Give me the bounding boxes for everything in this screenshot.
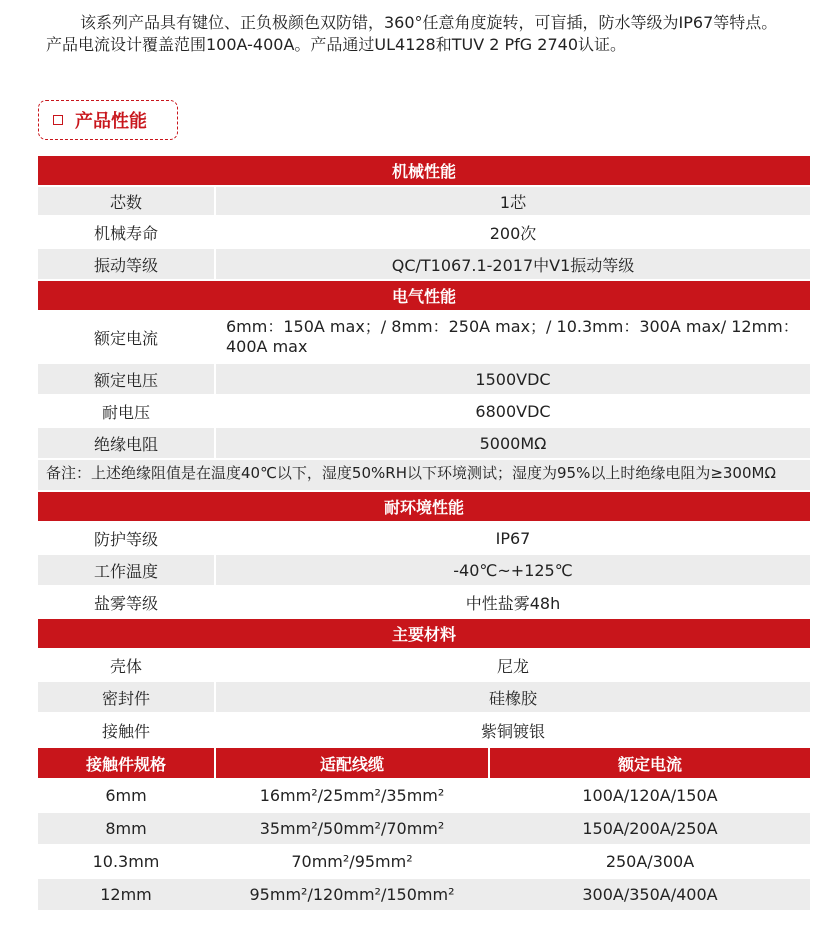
spec-grid-header [38, 748, 810, 778]
row-label: 接触件 [38, 714, 214, 746]
cell: 150A/200A/250A [582, 819, 718, 838]
row-label: 芯数 [38, 187, 214, 215]
column-header: 接触件规格 [38, 748, 214, 778]
row-label: 振动等级 [38, 249, 214, 279]
table-row [38, 523, 810, 553]
cell: 8mm [105, 819, 147, 838]
cell: 100A/120A/150A [582, 786, 718, 805]
row-value: 硅橡胶 [216, 682, 810, 712]
row-value: 中性盐雾48h [216, 587, 810, 617]
spec-table [38, 156, 810, 912]
intro-text: 该系列产品具有键位、正负极颜色双防错，360°任意角度旋转，可盲插，防水等级为IP67等特点。产品电流设计覆盖范围100A-400A。产品通过UL4128和TUV 2 PfG 2740认证。 [46, 13, 778, 54]
table-row [38, 249, 810, 279]
electrical-note: 备注：上述绝缘阻值是在温度40℃以下，湿度50%RH以下环境测试；湿度为95%以上时绝缘电阻为≥300MΩ [38, 460, 810, 490]
row-label: 壳体 [38, 650, 214, 680]
table-row [38, 780, 810, 811]
section-title: 产品性能 [75, 111, 147, 132]
row-label: 绝缘电阻 [38, 428, 214, 458]
row-value: 紫铜镀银 [216, 714, 810, 746]
row-label: 防护等级 [38, 523, 214, 553]
checkbox-square-icon [53, 115, 63, 125]
row-value: 尼龙 [216, 650, 810, 680]
table-row [38, 555, 810, 585]
cell: 95mm²/120mm²/150mm² [249, 885, 455, 904]
environment-header: 耐环境性能 [38, 492, 810, 521]
row-value: 1芯 [216, 187, 810, 215]
section-title-tag [38, 100, 178, 140]
cell: 12mm [100, 885, 152, 904]
row-label: 密封件 [38, 682, 214, 712]
row-value: 5000MΩ [216, 428, 810, 458]
cell: 10.3mm [92, 852, 160, 871]
table-row [38, 650, 810, 680]
table-row [38, 587, 810, 617]
table-row [38, 714, 810, 746]
row-label: 机械寿命 [38, 217, 214, 247]
column-header: 适配线缆 [216, 748, 488, 778]
row-value: 6mm：150A max；/ 8mm：250A max；/ 10.3mm：300A max/ 12mm：400A max [216, 312, 810, 362]
table-row [38, 879, 810, 910]
row-value: 200次 [216, 217, 810, 247]
table-row [38, 682, 810, 712]
table-row [38, 396, 810, 426]
column-header: 额定电流 [490, 748, 810, 778]
materials-header: 主要材料 [38, 619, 810, 648]
table-row [38, 364, 810, 394]
electrical-header: 电气性能 [38, 281, 810, 310]
row-value: QC/T1067.1-2017中V1振动等级 [216, 249, 810, 279]
cell: 35mm²/50mm²/70mm² [259, 819, 445, 838]
cell: 6mm [105, 786, 147, 805]
row-value: -40℃~+125℃ [216, 555, 810, 585]
cell: 250A/300A [605, 852, 695, 871]
row-value: IP67 [216, 523, 810, 553]
intro-paragraph [46, 12, 786, 56]
cell: 70mm²/95mm² [291, 852, 413, 871]
table-row [38, 846, 810, 877]
row-value: 6800VDC [216, 396, 810, 426]
table-row [38, 428, 810, 458]
cell: 16mm²/25mm²/35mm² [259, 786, 445, 805]
table-row [38, 312, 810, 362]
table-row [38, 217, 810, 247]
table-row [38, 813, 810, 844]
row-label: 盐雾等级 [38, 587, 214, 617]
table-row [38, 187, 810, 215]
row-label: 额定电流 [38, 312, 214, 362]
row-value: 1500VDC [216, 364, 810, 394]
row-label: 额定电压 [38, 364, 214, 394]
cell: 300A/350A/400A [582, 885, 718, 904]
mechanical-header: 机械性能 [38, 156, 810, 185]
row-label: 工作温度 [38, 555, 214, 585]
row-label: 耐电压 [38, 396, 214, 426]
